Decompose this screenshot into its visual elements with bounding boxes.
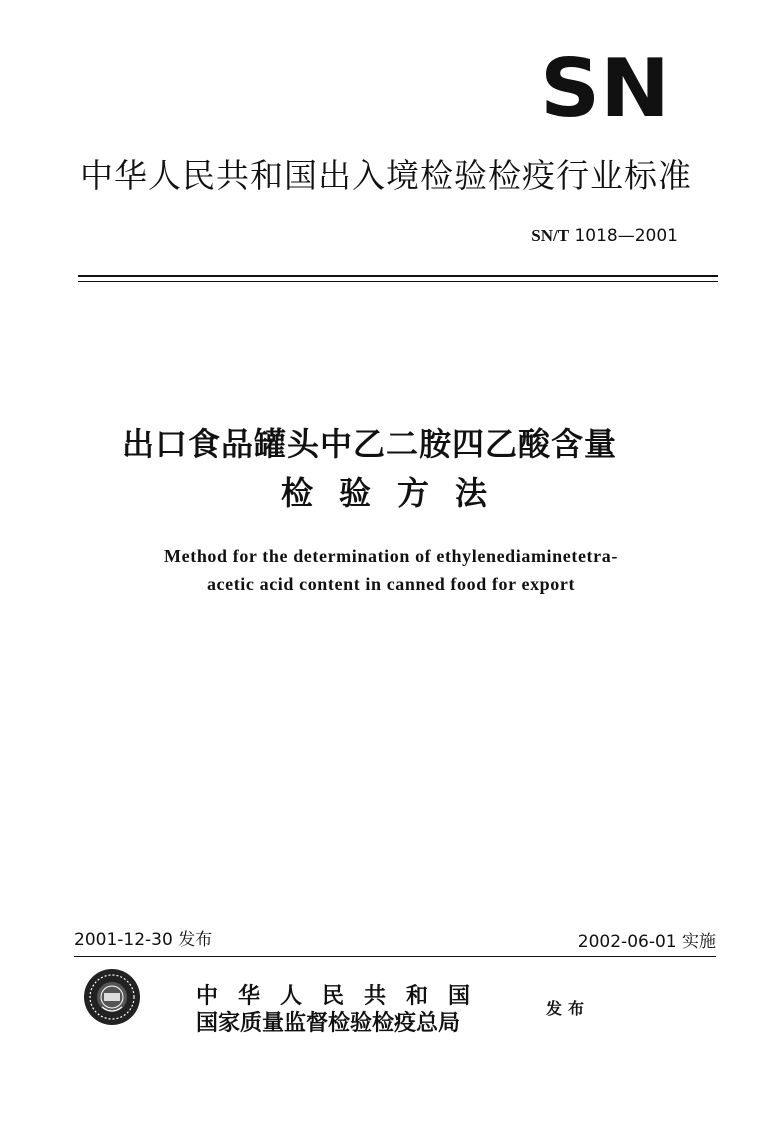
issuer-action-label: 发布 (546, 999, 591, 1018)
header-divider-thin (78, 281, 718, 282)
chinese-title-line-2: 检验方法 (280, 474, 513, 512)
issuer-line-2: 国家质量监督检验检疫总局 (196, 1010, 461, 1036)
industry-standard-title: 中华人民共和国出入境检验检疫行业标准 (80, 156, 692, 195)
standard-code (531, 224, 678, 248)
sn-logo-graphic (540, 50, 672, 122)
issue-date: 2001-12-30 发布 (74, 930, 213, 950)
sn-logo (540, 50, 672, 122)
standard-code-prefix: SN/T (531, 226, 570, 245)
footer-divider (74, 956, 716, 957)
seal-icon (82, 967, 142, 1027)
issuer-line-1: 中华人民共和国 (196, 983, 491, 1009)
implementation-date: 2002-06-01 实施 (577, 932, 716, 952)
english-title (0, 542, 782, 598)
svg-text:SN: SN (540, 50, 670, 122)
chinese-title-line-1: 出口食品罐头中乙二胺四乙酸含量 (122, 425, 618, 463)
english-title-line-2: acetic acid content in canned food for export (206, 574, 576, 594)
header-divider (78, 275, 718, 277)
english-title-line-1: Method for the determination of ethylenediaminetetra- (164, 546, 618, 566)
national-emblem-seal (82, 967, 142, 1027)
standard-code-number: 1018—2001 (574, 226, 678, 246)
